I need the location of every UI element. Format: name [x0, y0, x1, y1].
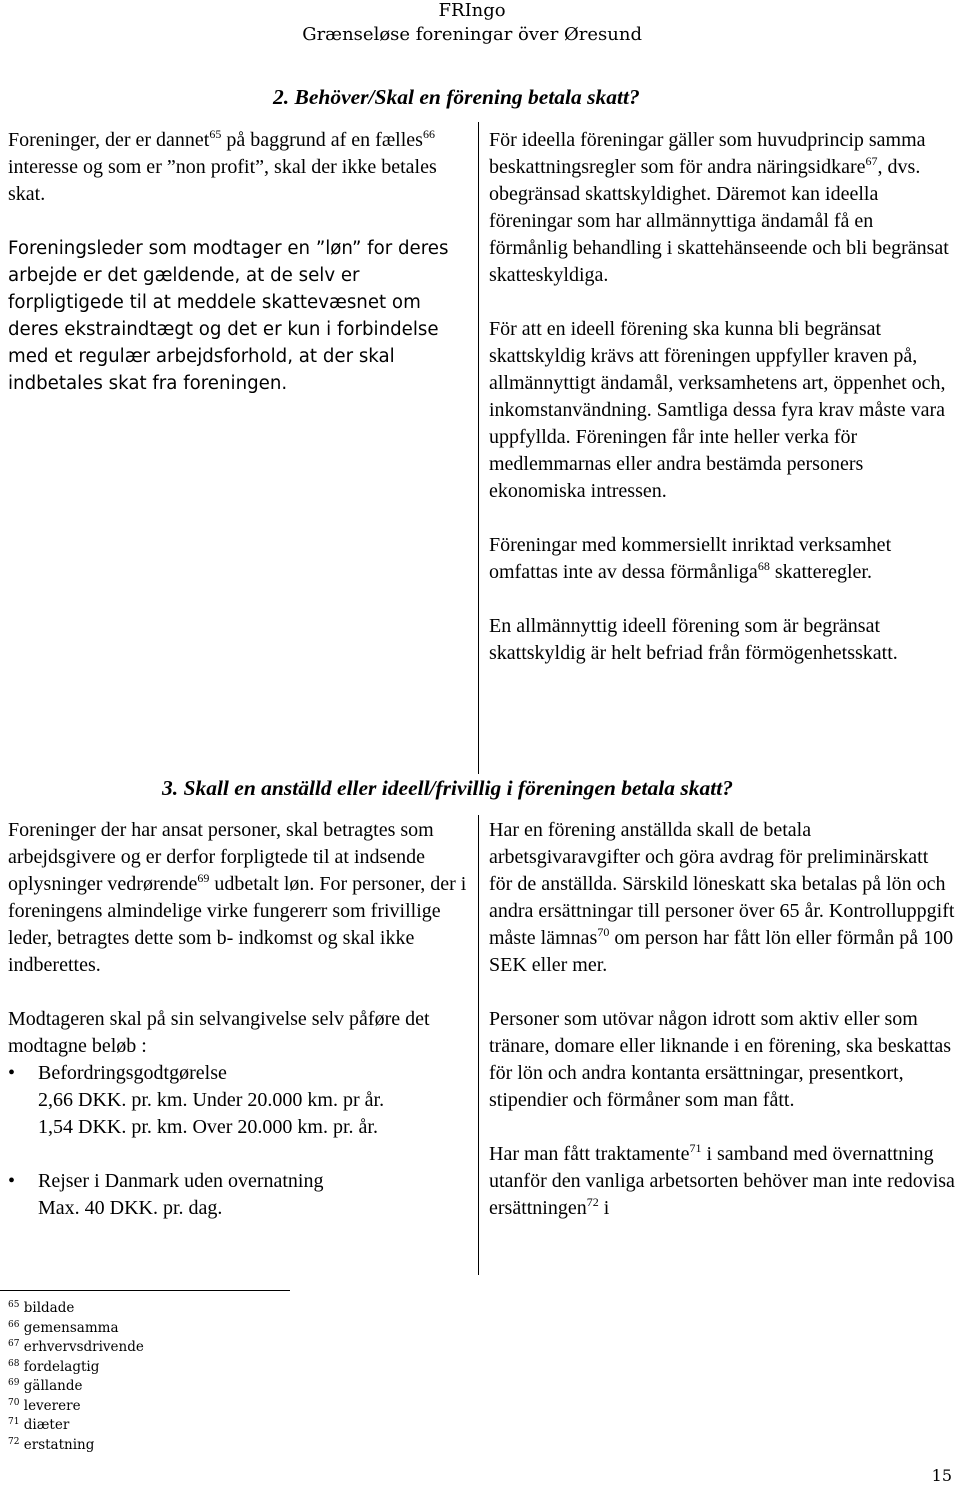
- page-header: [302, 0, 642, 46]
- section-3-title: 3. Skall en anställd eller ideell/frivillig i föreningen betala skatt?: [162, 776, 733, 800]
- footnote-ref-70[interactable]: 70: [597, 925, 610, 939]
- section-2-swedish-column: [489, 127, 955, 667]
- footnotes: [8, 1299, 144, 1455]
- section-2-swedish-paragraph-2: För att en ideell förening ska kunna bli begränsat skattskyldig krävs att föreningen uppfyller kraven på, allmännyttigt ändamål, verksamhetens art, öppenhet och, inkomstanvändning. Samtliga dessa fyra krav måste vara uppfyllda. Föreningen får inte heller verka för medlemmarnas eller andra bestämda personers ekonomiska intressen.: [489, 318, 946, 502]
- section-3-column-divider: [478, 815, 479, 1275]
- footnote-ref-69[interactable]: 69: [197, 871, 210, 885]
- section-2-danish-column: [8, 127, 468, 397]
- footnote-item: $^{71}$ diæter: [8, 1417, 70, 1433]
- footnote-item: $^{66}$ gemensamma: [8, 1319, 119, 1336]
- bullet-icon: •: [8, 1170, 16, 1192]
- footnote-item: $^{68}$ fordelagtig: [8, 1358, 100, 1375]
- allowance-item-detail: Max. 40 DKK. pr. dag.: [38, 1197, 223, 1219]
- allowance-item-detail: 1,54 DKK. pr. km. Over 20.000 km. pr. år.: [38, 1116, 378, 1138]
- header-title: FRIngo: [438, 0, 506, 21]
- footnote-item: $^{65}$ bildade: [8, 1300, 75, 1316]
- allowance-list: [8, 1060, 470, 1222]
- footnote-ref-65[interactable]: 65: [209, 127, 222, 141]
- allowance-item-detail: 2,66 DKK. pr. km. Under 20.000 km. pr år.: [38, 1089, 385, 1111]
- allowance-list-item: [8, 1168, 470, 1222]
- section-2-column-divider: [478, 122, 479, 774]
- page-number: 15: [931, 1466, 952, 1485]
- footnote-ref-66[interactable]: 66: [422, 127, 435, 141]
- section-3-danish-paragraph-1: Foreninger der har ansat personer, skal betragtes som arbejdsgivere og er derfor forpligtede til at indsende oplysninger vedrørende$^{69}$ udbetalt løn. For personer, der i foreningens almindelige virke fungererr som frivillige leder, betragtes dette som b- indkomst og skal ikke indberettes.: [8, 819, 467, 976]
- footnote-ref-67[interactable]: 67: [865, 154, 878, 168]
- footnote-item: $^{72}$ erstatning: [8, 1436, 95, 1453]
- bullet-icon: •: [8, 1062, 16, 1084]
- section-2-danish-paragraph-1: Foreninger, der er dannet$^{65}$ på baggrund af en fælles$^{66}$ interesse og som er ”non profit”, skal der ikke betales skat.: [8, 127, 437, 205]
- section-3-swedish-column: [489, 817, 955, 1222]
- section-3-swedish-paragraph-3: Har man fått traktamente$^{71}$ i samband med övernattning utanför den vanliga arbetsorten behöver man inte redovisa ersättningen$^{72}$ i: [489, 1141, 955, 1219]
- footnote-ref-68[interactable]: 68: [757, 559, 770, 573]
- footnote-ref-72[interactable]: 72: [586, 1195, 599, 1209]
- section-2-danish-paragraph-2: Foreningsleder som modtager en ”løn” for deres arbejde er det gældende, at de selv er forpligtigede til at meddele skattevæsnet om deres ekstraindtægt og det er kun i forbindelse med et regulær arbejdsforhold, at der skal indbetales skat fra foreningen.: [8, 238, 449, 394]
- section-3-danish-paragraph-2: Modtageren skal på sin selvangivelse selv påføre det modtagne beløb :: [8, 1008, 430, 1057]
- allowance-item-label: Befordringsgodtgørelse: [38, 1062, 227, 1084]
- allowance-list-item: [8, 1060, 470, 1141]
- section-2-swedish-paragraph-1: För ideella föreningar gäller som huvudprincip samma beskattningsregler som för andra näringsidkare$^{67}$, dvs. obegränsad skattskyldighet. Däremot kan ideella föreningar som har allmännyttiga ändamål få en förmånlig behandling i skattehänseende och bli begränsat skatteskyldiga.: [489, 129, 949, 286]
- footnote-item: $^{69}$ gällande: [8, 1378, 83, 1394]
- footnote-item: $^{70}$ leverere: [8, 1397, 81, 1414]
- allowance-item-label: Rejser i Danmark uden overnatning: [38, 1170, 324, 1192]
- footnote-separator: [0, 1290, 290, 1291]
- footnote-item: $^{67}$ erhvervsdrivende: [8, 1339, 144, 1355]
- section-3-swedish-paragraph-1: Har en förening anställda skall de betala arbetsgivaravgifter och göra avdrag för preliminärskatt för de anställda. Särskild löneskatt ska betalas på lön och andra ersättningar till personer över 65 år. Kontrolluppgift måste lämnas$^{70}$ om person har fått lön eller förmån på 100 SEK eller mer.: [489, 819, 955, 976]
- section-2-swedish-paragraph-3: Föreningar med kommersiellt inriktad verksamhet omfattas inte av dessa förmånliga$^{68}$ skatteregler.: [489, 534, 892, 583]
- section-2-title: 2. Behöver/Skal en förening betala skatt?: [273, 85, 640, 109]
- section-2-swedish-paragraph-4: En allmännyttig ideell förening som är begränsat skattskyldig är helt befriad från förmögenhetsskatt.: [489, 615, 898, 664]
- footnote-ref-71[interactable]: 71: [689, 1141, 702, 1155]
- section-3-danish-column: [8, 817, 470, 1222]
- header-subtitle: Grænseløse foreningar över Øresund: [302, 24, 642, 45]
- section-3-swedish-paragraph-2: Personer som utövar någon idrott som aktiv eller som tränare, domare eller liknande i en förening, ska beskattas för lön och andra kontanta ersättningar, presentkort, stipendier och förmåner som man fått.: [489, 1008, 952, 1111]
